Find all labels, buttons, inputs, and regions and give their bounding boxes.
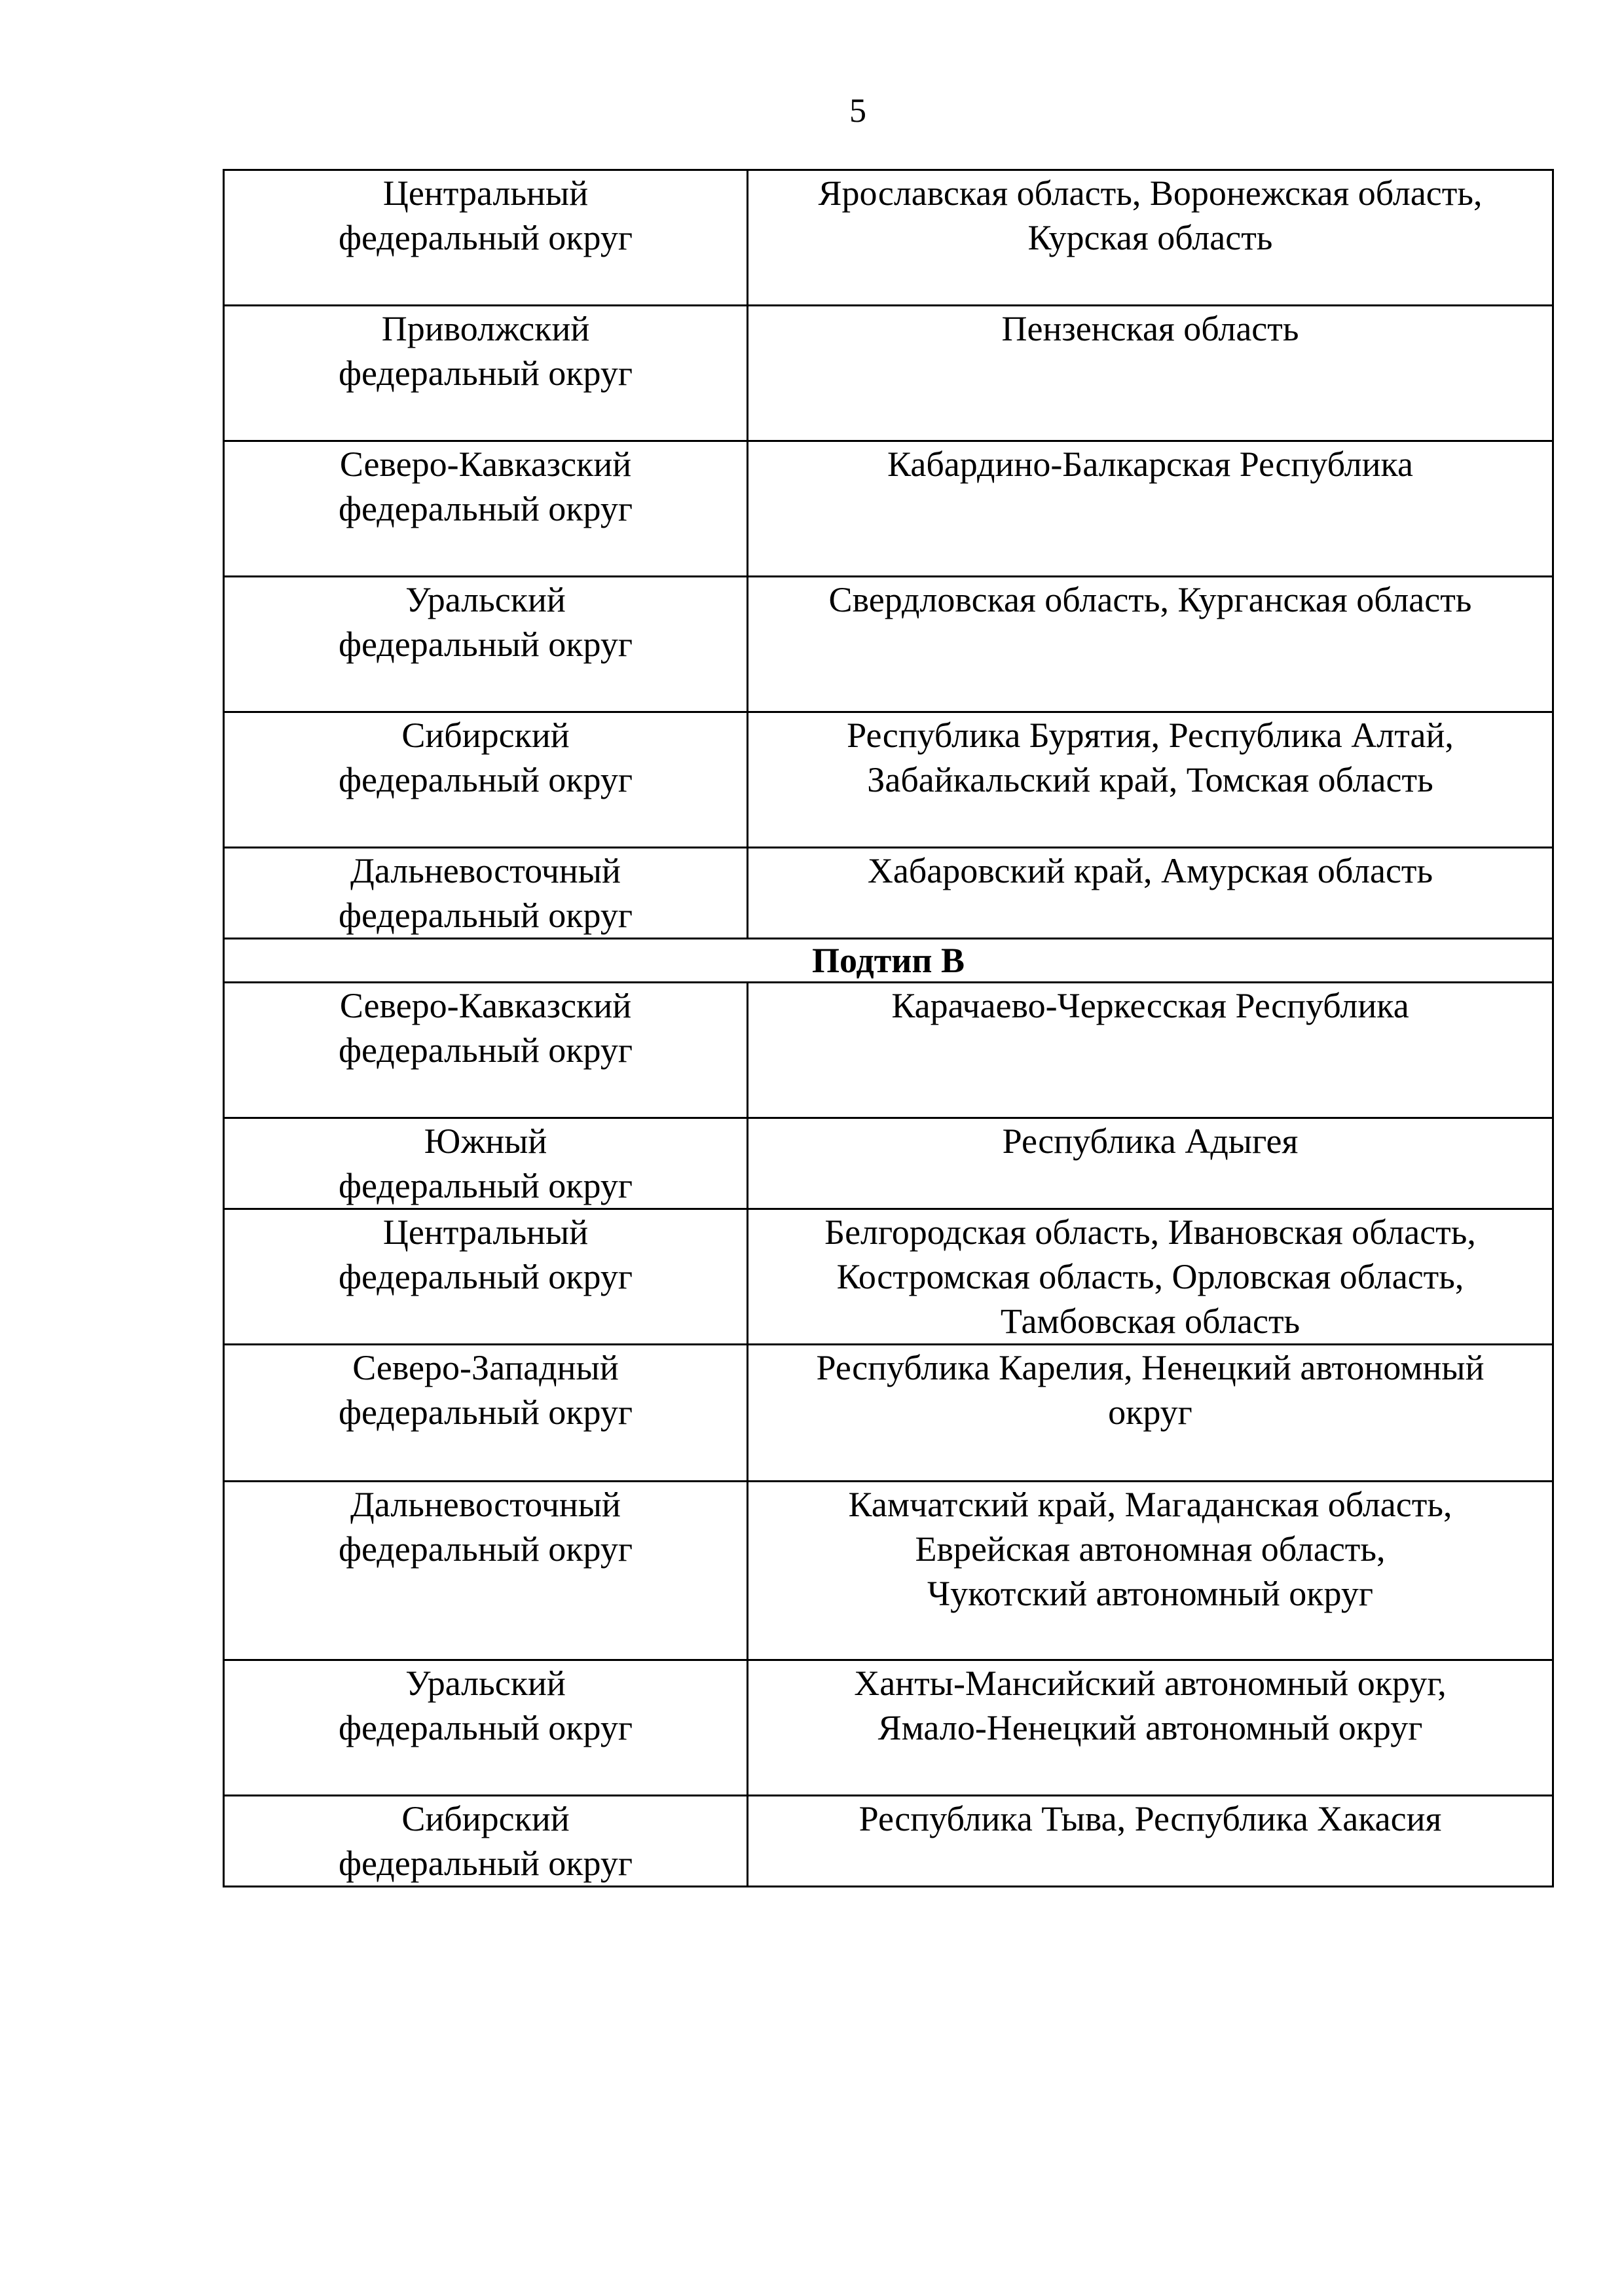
district-cell: Уральский федеральный округ — [224, 577, 748, 712]
regions-cell: Карачаево-Черкесская Республика — [748, 983, 1553, 1118]
regions-cell: Пензенская область — [748, 306, 1553, 441]
table-row — [224, 170, 1553, 306]
table-row — [224, 848, 1553, 939]
district-cell: Дальневосточный федеральный округ — [224, 1482, 748, 1660]
regions-cell: Хабаровский край, Амурская область — [748, 848, 1553, 939]
district-cell: Центральный федеральный округ — [224, 170, 748, 306]
regions-cell: Республика Адыгея — [748, 1118, 1553, 1209]
subtype-label: Подтип В — [224, 939, 1553, 983]
district-cell: Уральский федеральный округ — [224, 1660, 748, 1796]
regions-cell: Белгородская область, Ивановская область, Костромская область, Орловская область, Тамбовская область — [748, 1209, 1553, 1345]
table-row — [224, 983, 1553, 1118]
subtype-row — [224, 939, 1553, 983]
district-cell: Дальневосточный федеральный округ — [224, 848, 748, 939]
district-cell: Южный федеральный округ — [224, 1118, 748, 1209]
table-row — [224, 1345, 1553, 1482]
district-cell: Северо-Кавказский федеральный округ — [224, 441, 748, 577]
table-row — [224, 1209, 1553, 1345]
table-row — [224, 441, 1553, 577]
table-row — [224, 1482, 1553, 1660]
table-row — [224, 1118, 1553, 1209]
table-row — [224, 1796, 1553, 1887]
table-row — [224, 1660, 1553, 1796]
regions-cell: Камчатский край, Магаданская область, Еврейская автономная область, Чукотский автономный округ — [748, 1482, 1553, 1660]
table-body-top — [224, 170, 1553, 939]
table-body-bottom — [224, 983, 1553, 1887]
districts-table — [223, 169, 1501, 1887]
regions-cell: Республика Карелия, Ненецкий автономный округ — [748, 1345, 1553, 1482]
page-number: 5 — [849, 92, 866, 130]
regions-cell: Свердловская область, Курганская область — [748, 577, 1553, 712]
regions-cell: Республика Бурятия, Республика Алтай, Забайкальский край, Томская область — [748, 712, 1553, 848]
district-cell: Сибирский федеральный округ — [224, 1796, 748, 1887]
regions-cell: Ярославская область, Воронежская область, Курская область — [748, 170, 1553, 306]
regions-cell: Республика Тыва, Республика Хакасия — [748, 1796, 1553, 1887]
regions-cell: Ханты-Мансийский автономный округ, Ямало-Ненецкий автономный округ — [748, 1660, 1553, 1796]
table-row — [224, 577, 1553, 712]
district-cell: Северо-Кавказский федеральный округ — [224, 983, 748, 1118]
regions-cell: Кабардино-Балкарская Республика — [748, 441, 1553, 577]
district-cell: Приволжский федеральный округ — [224, 306, 748, 441]
district-cell: Центральный федеральный округ — [224, 1209, 748, 1345]
table-row — [224, 712, 1553, 848]
table-row — [224, 306, 1553, 441]
district-cell: Северо-Западный федеральный округ — [224, 1345, 748, 1482]
district-cell: Сибирский федеральный округ — [224, 712, 748, 848]
